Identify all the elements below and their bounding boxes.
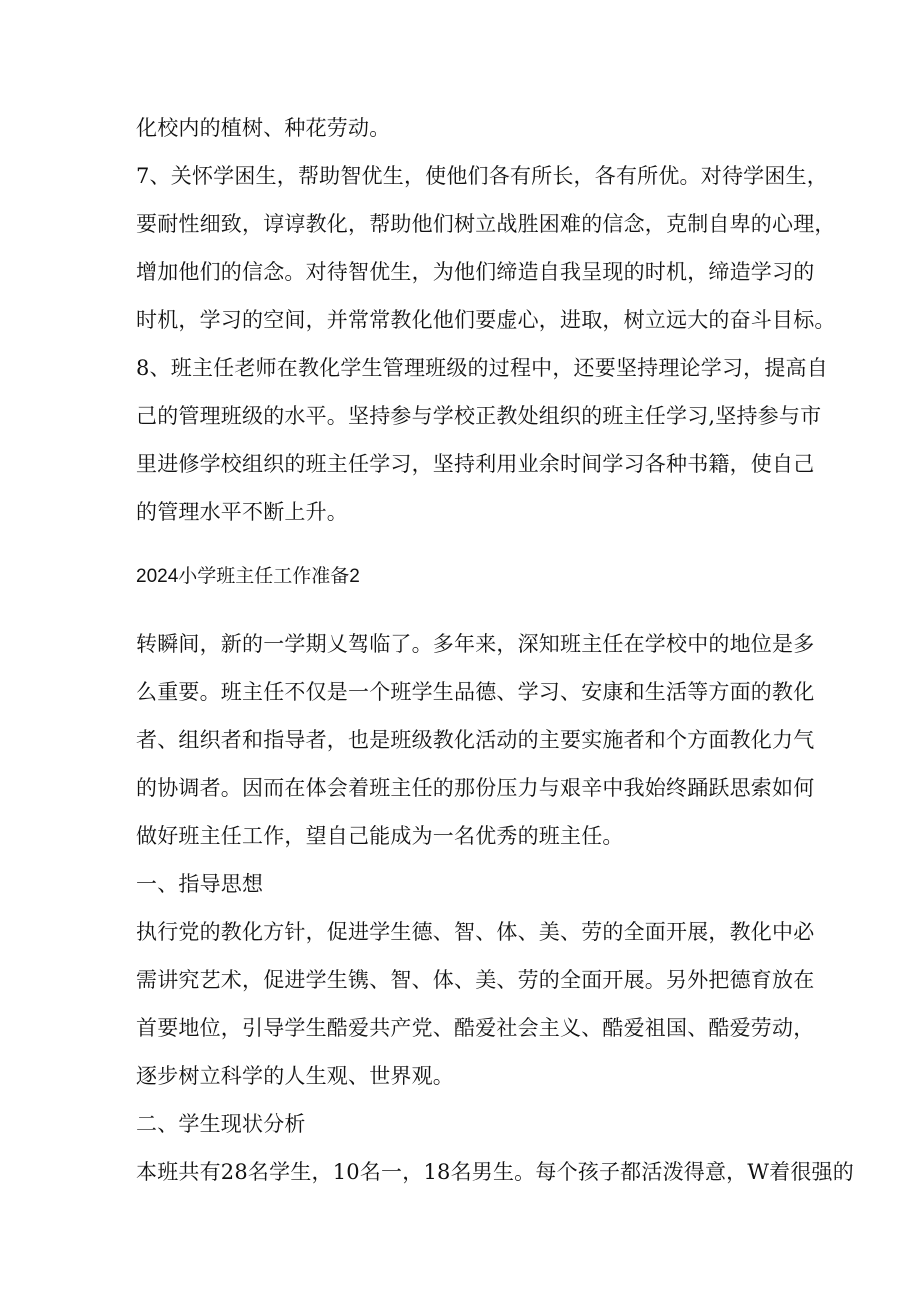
text-line: 执行党的教化方针，促进学生德、智、体、美、劳的全面开展，教化中必 bbox=[136, 920, 815, 944]
text-line: 逐步树立科学的人生观、世界观。 bbox=[136, 1064, 454, 1088]
text-line: 7、关怀学困生，帮助智优生，使他们各有所长，各有所优。对待学困生， bbox=[136, 164, 828, 188]
subheading-guiding-ideology: 一、指导思想 bbox=[136, 872, 264, 896]
text-line: 的协调者。因而在体会着班主任的那份压力与艰辛中我始终踊跃思索如何 bbox=[136, 776, 815, 800]
text-line: 者、组织者和指导者，也是班级教化活动的主要实施者和个方面教化力气 bbox=[136, 728, 815, 752]
text-line: 首要地位，引导学生酷爱共产党、酷爱社会主义、酷爱祖国、酷爱劳动， bbox=[136, 1016, 815, 1040]
text-line: 么重要。班主任不仅是一个班学生品德、学习、安康和生活等方面的教化 bbox=[136, 680, 815, 704]
text-line: 增加他们的信念。对待智优生，为他们缔造自我呈现的时机，缔造学习的 bbox=[136, 260, 815, 284]
text-line: 本班共有28名学生，10名一，18名男生。每个孩子都活泼得意，W着很强的 bbox=[136, 1160, 854, 1184]
body-section-2 bbox=[136, 620, 854, 1196]
body-section-1 bbox=[136, 104, 836, 536]
text-line: 转瞬间，新的一学期乂驾临了。多年来，深知班主任在学校中的地位是多 bbox=[136, 632, 815, 656]
text-line: 里进修学校组织的班主任学习，坚持利用业余时间学习各种书籍，使自己 bbox=[136, 452, 815, 476]
text-line: 要耐性细致，谆谆教化，帮助他们树立战胜困难的信念，克制自卑的心理， bbox=[136, 212, 836, 236]
section-heading: 2024小学班主任工作准备2 bbox=[136, 566, 360, 587]
text-line: 8、班主任老师在教化学生管理班级的过程中，还要坚持理论学习，提高自 bbox=[136, 356, 828, 380]
text-line: 时机，学习的空间，并常常教化他们要虚心，进取，树立远大的奋斗目标。 bbox=[136, 308, 836, 332]
text-line: 的管理水平不断上升。 bbox=[136, 500, 348, 524]
subheading-student-analysis: 二、学生现状分析 bbox=[136, 1112, 306, 1136]
text-line: 己的管理班级的水平。坚持参与学校正教处组织的班主任学习,坚持参与市 bbox=[136, 404, 822, 428]
text-line: 需讲究艺术，促进学生镌、智、体、美、劳的全面开展。另外把德育放在 bbox=[136, 968, 815, 992]
text-line: 做好班主任工作，望自己能成为一名优秀的班主任。 bbox=[136, 824, 624, 848]
text-line: 化校内的植树、种花劳动。 bbox=[136, 116, 391, 140]
